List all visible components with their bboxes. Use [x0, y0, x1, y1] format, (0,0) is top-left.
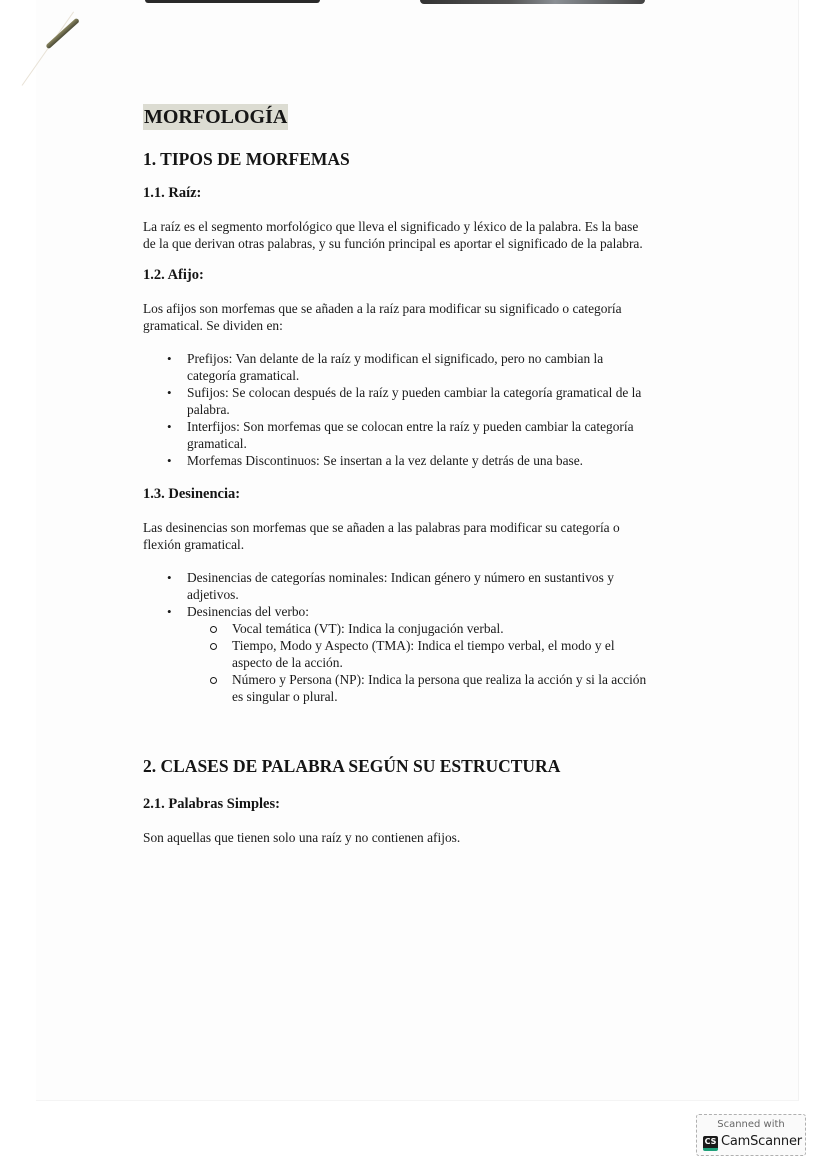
bullet-icon: • [167, 570, 172, 585]
document-title-wrap [143, 104, 653, 130]
subsection-heading-raiz: 1.1. Raíz: [143, 185, 202, 201]
section-clases-de-palabra [143, 755, 653, 846]
paragraph-afijo: Los afijos son morfemas que se añaden a la raíz para modificar su significado o categoría gramatical. Se dividen en: [143, 301, 622, 333]
list-item [167, 603, 653, 705]
camscanner-watermark [696, 1114, 806, 1156]
document-title: MORFOLOGÍA [144, 106, 288, 128]
list-item-text: Interfijos: Son morfemas que se colocan entre la raíz y pueden cambiar la categoría gramatical. [187, 419, 634, 451]
scan-edge-shadow [145, 0, 320, 3]
paragraph-desinencia: Las desinencias son morfemas que se añaden a las palabras para modificar su categoría o flexión gramatical. [143, 520, 620, 552]
list-item-text: Prefijos: Van delante de la raíz y modifican el significado, pero no cambian la categoría gramatical. [187, 351, 604, 383]
scan-edge-shadow [420, 0, 645, 4]
list-item-text: Desinencias de categorías nominales: Indican género y número en sustantivos y adjetivos. [187, 570, 614, 602]
list-item-text: Morfemas Discontinuos: Se insertan a la vez delante y detrás de una base. [187, 453, 584, 468]
list-item-text: Desinencias del verbo: [187, 604, 309, 619]
bullet-icon: • [167, 351, 172, 366]
camscanner-logo-icon: CS [703, 1136, 718, 1151]
sub-list-item-text: Tiempo, Modo y Aspecto (TMA): Indica el tiempo verbal, el modo y el aspecto de la acción. [232, 638, 615, 670]
circle-bullet-icon [210, 643, 217, 650]
bullet-icon: • [167, 385, 172, 400]
section-heading: 2. CLASES DE PALABRA SEGÚN SU ESTRUCTURA [143, 756, 561, 776]
list-item [167, 569, 653, 603]
list-item-text: Sufijos: Se colocan después de la raíz y pueden cambiar la categoría gramatical de la palabra. [187, 385, 642, 417]
section-heading: 1. TIPOS DE MORFEMAS [143, 149, 350, 169]
list-item [167, 350, 653, 384]
watermark-caption: Scanned with [717, 1119, 785, 1130]
bullet-icon: • [167, 419, 172, 434]
sub-list-item-text: Vocal temática (VT): Indica la conjugación verbal. [232, 621, 504, 636]
sub-list-item [232, 637, 653, 671]
paragraph-raiz: La raíz es el segmento morfológico que lleva el significado y léxico de la palabra. Es la base de la que derivan otras palabras, y su función principal es aportar el significado de la palabra. [143, 219, 643, 251]
subsection-heading-desinencia: 1.3. Desinencia: [143, 486, 241, 502]
subsection-heading-afijo: 1.2. Afijo: [143, 267, 204, 283]
desinencia-list [143, 569, 653, 705]
afijo-list [143, 350, 653, 469]
watermark-brand: CamScanner [721, 1134, 802, 1149]
document-body [143, 104, 653, 846]
paragraph-palabras-simples: Son aquellas que tienen solo una raíz y no contienen afijos. [143, 830, 461, 845]
bullet-icon: • [167, 604, 172, 619]
circle-bullet-icon [210, 677, 217, 684]
list-item [167, 418, 653, 452]
sub-list-item [232, 671, 653, 705]
verb-desinence-sublist [187, 620, 653, 705]
sub-list-item [232, 620, 653, 637]
sub-list-item-text: Número y Persona (NP): Indica la persona que realiza la acción y si la acción es singular o plural. [232, 672, 647, 704]
section-tipos-de-morfemas [143, 148, 653, 705]
list-item [167, 452, 653, 469]
bullet-icon: • [167, 453, 172, 468]
subsection-heading-palabras-simples: 2.1. Palabras Simples: [143, 796, 280, 812]
list-item [167, 384, 653, 418]
circle-bullet-icon [210, 626, 217, 633]
